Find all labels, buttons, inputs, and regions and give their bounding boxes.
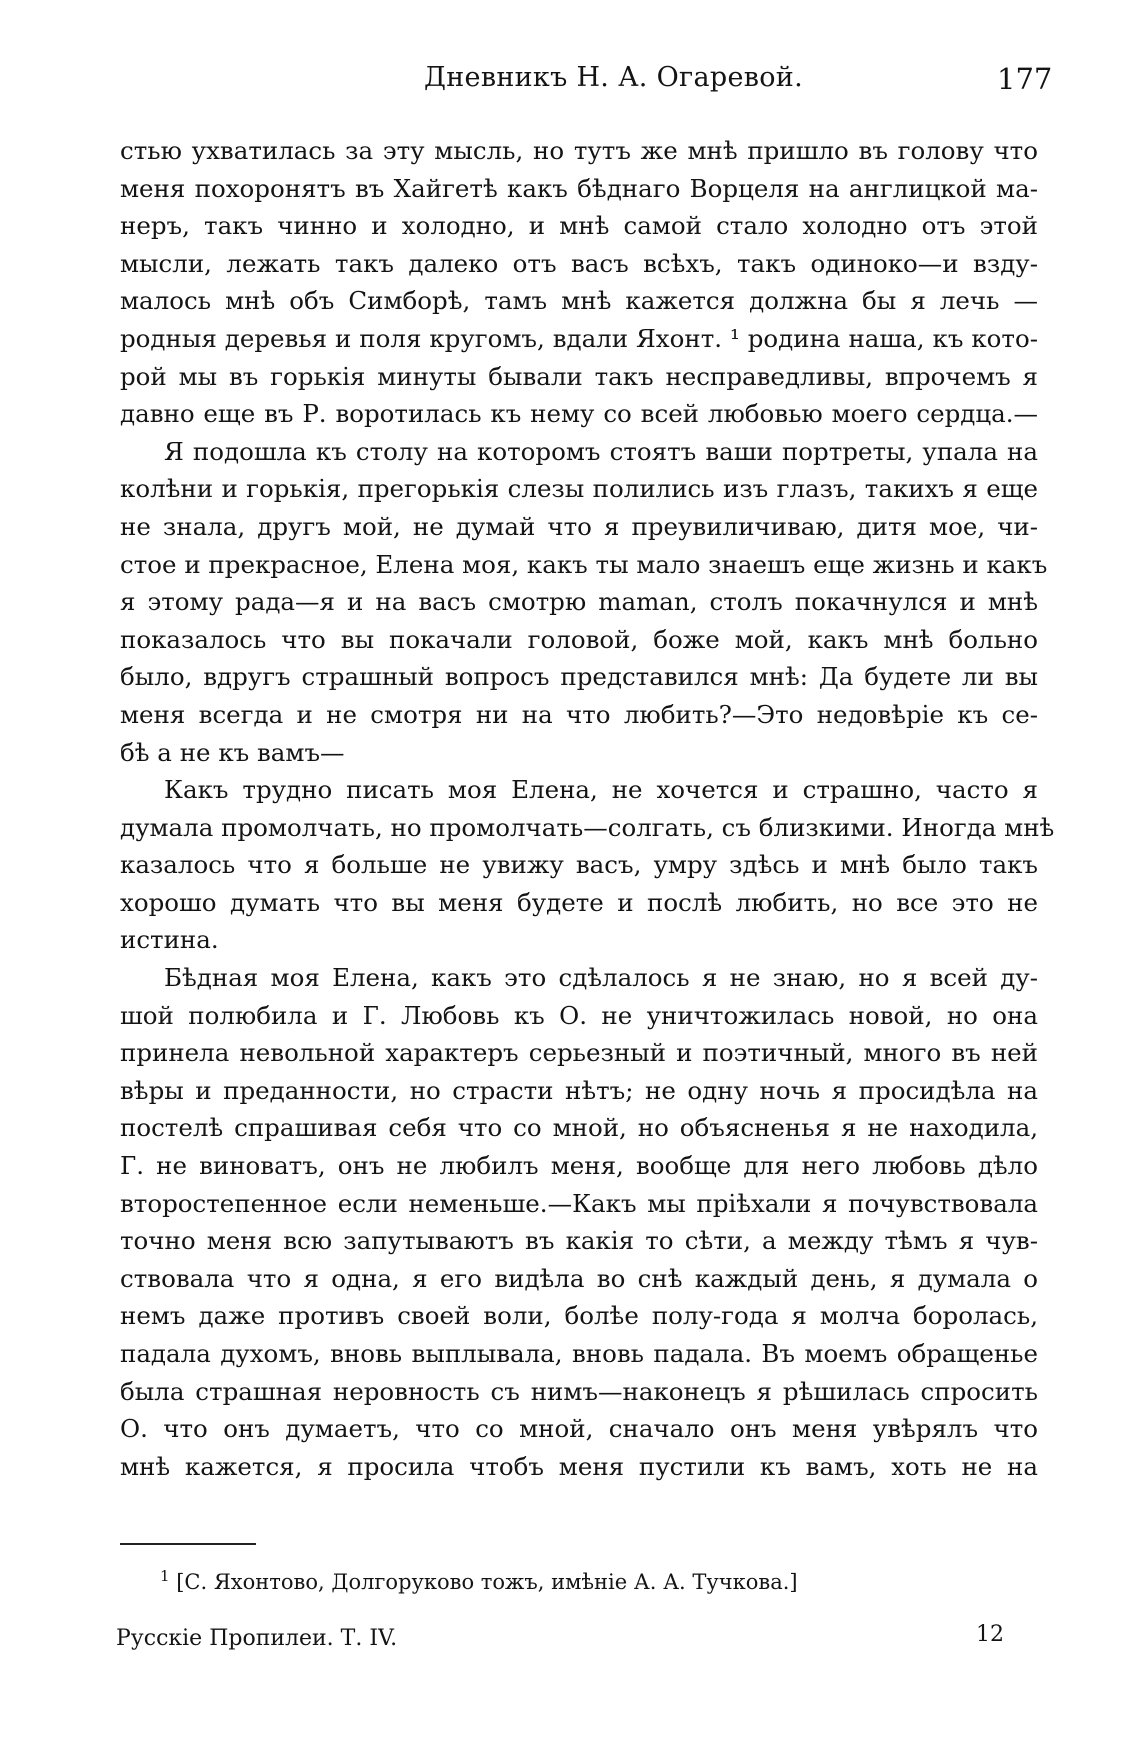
text-line: казалось что я больше не увижу васъ, умру здѣсь и мнѣ было такъ: [120, 850, 1038, 880]
signature-mark: Русскіе Пропилеи. Т. IV.: [116, 1626, 398, 1651]
text-line: было, вдругъ страшный вопросъ представился мнѣ: Да будете ли вы: [120, 662, 1038, 692]
text-line: рой мы въ горькія минуты бывали такъ несправедливы, впрочемъ я: [120, 361, 1038, 391]
text-line: мнѣ кажется, я просила чтобъ меня пустили къ вамъ, хоть не на: [120, 1451, 1038, 1481]
text-line: родныя деревья и поля кругомъ, вдали Яхонт. ¹ родина наша, къ кото-: [120, 323, 1038, 353]
paragraph-start-line: Какъ трудно писать моя Елена, не хочется и страшно, часто я: [164, 775, 1038, 805]
text-line: шой полюбила и Г. Любовь къ О. не уничтожилась новой, но она: [120, 1000, 1038, 1030]
text-line: думала промолчать, но промолчать—солгать, съ близкими. Иногда мнѣ: [120, 812, 1055, 842]
body-text: [120, 132, 1055, 1485]
text-line: точно меня всю запутываютъ въ какія то сѣти, а между тѣмъ я чув-: [120, 1226, 1038, 1256]
text-line: меня похоронятъ въ Хайгетѣ какъ бѣднаго Ворцеля на англицкой ма-: [120, 173, 1038, 203]
text-line: меня всегда и не смотря ни на что любить?—Это недовѣріе къ се-: [120, 699, 1038, 729]
sheet-number: 12: [976, 1622, 1004, 1647]
text-line: Г. не виноватъ, онъ не любилъ меня, вообще для него любовь дѣло: [120, 1151, 1038, 1181]
paragraph-end-line: бѣ а не къ вамъ—: [120, 737, 345, 767]
running-head: [0, 62, 1140, 102]
page-number: 177: [997, 62, 1053, 96]
text-line: была страшная неровность съ нимъ—наконецъ я рѣшилась спросить: [120, 1376, 1038, 1406]
text-line: О. что онъ думаетъ, что со мной, сначало онъ меня увѣрялъ что: [120, 1414, 1038, 1444]
text-line: показалось что вы покачали головой, боже мой, какъ мнѣ больно: [120, 624, 1038, 654]
text-line: стое и прекрасное, Елена моя, какъ ты мало знаешъ еще жизнь и какъ: [120, 549, 1048, 579]
text-line: мысли, лежать такъ далеко отъ васъ всѣхъ, такъ одиноко—и взду-: [120, 248, 1038, 278]
text-line: колѣни и горькія, прегорькія слезы полились изъ глазъ, такихъ я еще: [120, 474, 1038, 504]
text-line: немъ даже противъ своей воли, болѣе полу-года я молча боролась,: [120, 1301, 1038, 1331]
paragraph-end-line: истина.: [120, 925, 219, 955]
text-line: постелѣ спрашивая себя что со мной, но объясненья я не находила,: [120, 1113, 1038, 1143]
text-line: второстепенное если неменьше.—Какъ мы пріѣхали я почувствовала: [120, 1188, 1038, 1218]
paragraph-start-line: Бѣдная моя Елена, какъ это сдѣлалось я не знаю, но я всей ду-: [164, 963, 1038, 993]
text-line: я этому рада—я и на васъ смотрю maman, столъ покачнулся и мнѣ: [120, 587, 1038, 617]
text-line: стью ухватилась за эту мысль, но тутъ же мнѣ пришло въ голову что: [120, 136, 1038, 165]
text-line: давно еще въ Р. воротилась къ нему со всей любовью моего сердца.—: [120, 399, 1038, 429]
text-line: принела невольной характеръ серьезный и поэтичный, много въ ней: [120, 1038, 1038, 1068]
text-line: хорошо думать что вы меня будете и послѣ любить, но все это не: [120, 887, 1038, 917]
text-line: малось мнѣ объ Симборѣ, тамъ мнѣ кажется должна бы я лечь —: [120, 286, 1038, 316]
footnote-marker: 1: [160, 1567, 170, 1585]
footnote: [160, 1567, 798, 1594]
paragraph-start-line: Я подошла къ столу на которомъ стоятъ ваши портреты, упала на: [164, 436, 1038, 466]
running-head-title: Дневникъ Н. А. Огаревой.: [424, 62, 803, 93]
text-line: вѣры и преданности, но страсти нѣтъ; не одну ночь я просидѣла на: [120, 1075, 1038, 1105]
footnote-divider: [120, 1543, 256, 1545]
text-line: неръ, такъ чинно и холодно, и мнѣ самой стало холодно отъ этой: [120, 211, 1038, 241]
footnote-text: [С. Яхонтово, Долгоруково тожъ, имѣніе А. А. Тучкова.]: [176, 1570, 798, 1594]
text-line: ствовала что я одна, я его видѣла во снѣ каждый день, я думала о: [120, 1263, 1038, 1293]
text-line: не знала, другъ мой, не думай что я преувиличиваю, дитя мое, чи-: [120, 511, 1038, 541]
text-line: падала духомъ, вновь выплывала, вновь падала. Въ моемъ обращенье: [120, 1339, 1038, 1368]
